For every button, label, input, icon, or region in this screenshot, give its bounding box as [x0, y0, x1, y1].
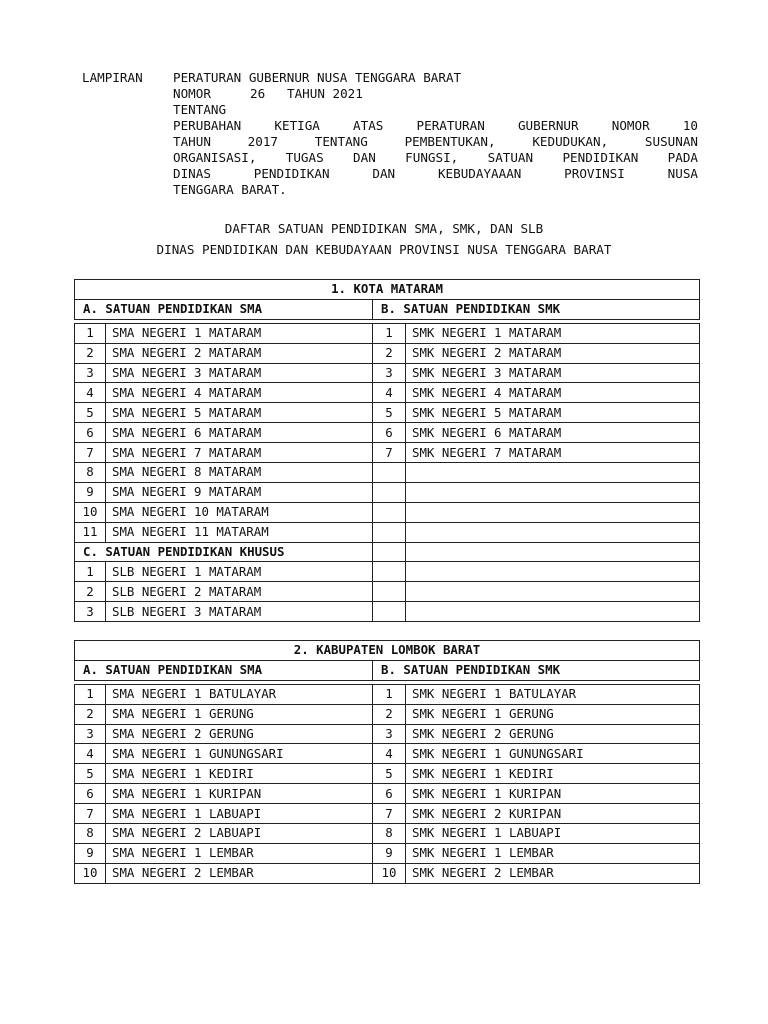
column-header-row: [75, 299, 700, 319]
sma-number: 1: [75, 684, 106, 704]
smk-name: SMK NEGERI 1 BATULAYAR: [406, 684, 700, 704]
table-row: [75, 343, 700, 363]
empty-cell: [373, 542, 406, 562]
slb-number: 1: [75, 562, 106, 582]
smk-number: [373, 482, 406, 502]
slb-name: SLB NEGERI 1 MATARAM: [106, 562, 373, 582]
peraturan-title: PERATURAN GUBERNUR NUSA TENGGARA BARAT: [173, 70, 462, 85]
smk-name: SMK NEGERI 5 MATARAM: [406, 403, 700, 423]
sma-name: SMA NEGERI 10 MATARAM: [106, 502, 373, 522]
sma-name: SMA NEGERI 3 MATARAM: [106, 363, 373, 383]
table-row: [75, 482, 700, 502]
table-row: [75, 323, 700, 343]
sma-name: SMA NEGERI 8 MATARAM: [106, 463, 373, 483]
smk-name: SMK NEGERI 6 MATARAM: [406, 423, 700, 443]
empty-cell: [373, 562, 406, 582]
smk-number: 6: [373, 784, 406, 804]
empty-cell: [406, 562, 700, 582]
sma-name: SMA NEGERI 1 LEMBAR: [106, 843, 373, 863]
sma-name: SMA NEGERI 9 MATARAM: [106, 482, 373, 502]
section-title-row: [75, 280, 700, 300]
sma-number: 10: [75, 502, 106, 522]
sma-name: SMA NEGERI 1 GERUNG: [106, 704, 373, 724]
section-title: 2. KABUPATEN LOMBOK BARAT: [75, 641, 700, 661]
smk-number: 4: [373, 383, 406, 403]
sma-number: 2: [75, 343, 106, 363]
table-row: [75, 522, 700, 542]
sma-number: 6: [75, 784, 106, 804]
smk-number: 9: [373, 843, 406, 863]
smk-header: B. SATUAN PENDIDIKAN SMK: [373, 660, 700, 680]
empty-cell: [406, 602, 700, 622]
table-row: [75, 383, 700, 403]
kota-mataram-table: [74, 279, 700, 622]
smk-number: 6: [373, 423, 406, 443]
table-row: [75, 804, 700, 824]
sma-name: SMA NEGERI 2 GERUNG: [106, 724, 373, 744]
sma-name: SMA NEGERI 5 MATARAM: [106, 403, 373, 423]
perubahan-line: PERUBAHAN KETIGA ATAS PERATURAN GUBERNUR NOMOR 10: [173, 118, 698, 133]
sma-number: 8: [75, 824, 106, 844]
empty-cell: [373, 582, 406, 602]
empty-cell: [406, 582, 700, 602]
sma-number: 4: [75, 383, 106, 403]
smk-number: 1: [373, 323, 406, 343]
smk-name: [406, 502, 700, 522]
smk-name: [406, 522, 700, 542]
smk-number: 2: [373, 704, 406, 724]
sma-number: 9: [75, 843, 106, 863]
sma-header: A. SATUAN PENDIDIKAN SMA: [75, 299, 373, 319]
smk-number: 3: [373, 724, 406, 744]
perubahan-line: TAHUN 2017 TENTANG PEMBENTUKAN, KEDUDUKAN, SUSUNAN: [173, 134, 698, 149]
smk-number: [373, 522, 406, 542]
smk-name: SMK NEGERI 3 MATARAM: [406, 363, 700, 383]
smk-name: SMK NEGERI 1 KURIPAN: [406, 784, 700, 804]
smk-number: [373, 502, 406, 522]
smk-number: 1: [373, 684, 406, 704]
tentang-label: TENTANG: [173, 102, 227, 117]
smk-name: SMK NEGERI 1 LEMBAR: [406, 843, 700, 863]
smk-number: 8: [373, 824, 406, 844]
lampiran-header: [82, 70, 698, 198]
sma-number: 10: [75, 863, 106, 883]
sma-name: SMA NEGERI 6 MATARAM: [106, 423, 373, 443]
smk-name: SMK NEGERI 2 MATARAM: [406, 343, 700, 363]
sma-number: 3: [75, 724, 106, 744]
sma-name: SMA NEGERI 2 LEMBAR: [106, 863, 373, 883]
table-row: [75, 704, 700, 724]
smk-name: SMK NEGERI 1 KEDIRI: [406, 764, 700, 784]
smk-name: SMK NEGERI 2 KURIPAN: [406, 804, 700, 824]
smk-name: [406, 482, 700, 502]
nomor-line: [173, 86, 698, 102]
smk-number: 7: [373, 443, 406, 463]
table-row: [75, 684, 700, 704]
table-row: [75, 443, 700, 463]
sma-number: 5: [75, 764, 106, 784]
smk-number: 4: [373, 744, 406, 764]
perubahan-text: [173, 118, 698, 198]
empty-cell: [406, 542, 700, 562]
sma-number: 1: [75, 323, 106, 343]
sma-number: 4: [75, 744, 106, 764]
smk-name: SMK NEGERI 7 MATARAM: [406, 443, 700, 463]
table-row: [75, 863, 700, 883]
sma-header: A. SATUAN PENDIDIKAN SMA: [75, 660, 373, 680]
sma-name: SMA NEGERI 1 GUNUNGSARI: [106, 744, 373, 764]
table-row: [75, 744, 700, 764]
sma-name: SMA NEGERI 11 MATARAM: [106, 522, 373, 542]
smk-number: 7: [373, 804, 406, 824]
perubahan-line: TENGGARA BARAT.: [173, 182, 287, 197]
sma-name: SMA NEGERI 1 MATARAM: [106, 323, 373, 343]
table-row: [75, 764, 700, 784]
slb-number: 3: [75, 602, 106, 622]
section-title-row: [75, 641, 700, 661]
table-row: [75, 582, 700, 602]
smk-name: SMK NEGERI 2 GERUNG: [406, 724, 700, 744]
sma-name: SMA NEGERI 1 KEDIRI: [106, 764, 373, 784]
sma-number: 7: [75, 443, 106, 463]
smk-name: SMK NEGERI 1 MATARAM: [406, 323, 700, 343]
sma-name: SMA NEGERI 1 LABUAPI: [106, 804, 373, 824]
sma-number: 11: [75, 522, 106, 542]
smk-name: SMK NEGERI 1 GUNUNGSARI: [406, 744, 700, 764]
perubahan-line: ORGANISASI, TUGAS DAN FUNGSI, SATUAN PENDIDIKAN PADA: [173, 150, 698, 165]
table-row: [75, 843, 700, 863]
sma-name: SMA NEGERI 1 BATULAYAR: [106, 684, 373, 704]
table-row: [75, 423, 700, 443]
slb-header: C. SATUAN PENDIDIKAN KHUSUS: [75, 542, 373, 562]
smk-name: SMK NEGERI 2 LEMBAR: [406, 863, 700, 883]
sma-number: 7: [75, 804, 106, 824]
sma-number: 6: [75, 423, 106, 443]
smk-number: 2: [373, 343, 406, 363]
smk-number: 10: [373, 863, 406, 883]
smk-number: 3: [373, 363, 406, 383]
table-row: [75, 562, 700, 582]
sma-name: SMA NEGERI 2 MATARAM: [106, 343, 373, 363]
lombok-barat-table: [74, 640, 700, 884]
table-row: [75, 463, 700, 483]
sma-number: 2: [75, 704, 106, 724]
table-row: [75, 363, 700, 383]
slb-number: 2: [75, 582, 106, 602]
smk-number: [373, 463, 406, 483]
document-subtitle: DINAS PENDIDIKAN DAN KEBUDAYAAN PROVINSI NUSA TENGGARA BARAT: [156, 242, 612, 257]
table-row: [75, 502, 700, 522]
slb-name: SLB NEGERI 3 MATARAM: [106, 602, 373, 622]
lampiran-label: LAMPIRAN: [82, 70, 143, 85]
sma-number: 9: [75, 482, 106, 502]
smk-name: [406, 463, 700, 483]
table-row: [75, 824, 700, 844]
sma-name: SMA NEGERI 2 LABUAPI: [106, 824, 373, 844]
section-title: 1. KOTA MATARAM: [75, 280, 700, 300]
slb-header-row: [75, 542, 700, 562]
table-row: [75, 784, 700, 804]
column-header-row: [75, 660, 700, 680]
empty-cell: [373, 602, 406, 622]
sma-name: SMA NEGERI 4 MATARAM: [106, 383, 373, 403]
smk-header: B. SATUAN PENDIDIKAN SMK: [373, 299, 700, 319]
perubahan-line: DINAS PENDIDIKAN DAN KEBUDAYAAAN PROVINSI NUSA: [173, 166, 698, 181]
sma-number: 3: [75, 363, 106, 383]
smk-number: 5: [373, 764, 406, 784]
document-title: DAFTAR SATUAN PENDIDIKAN SMA, SMK, DAN SLB: [224, 221, 544, 236]
tahun-label: TAHUN 2021: [287, 86, 363, 101]
smk-name: SMK NEGERI 4 MATARAM: [406, 383, 700, 403]
sma-name: SMA NEGERI 1 KURIPAN: [106, 784, 373, 804]
nomor-value: 26: [250, 86, 266, 101]
smk-name: SMK NEGERI 1 LABUAPI: [406, 824, 700, 844]
table-row: [75, 724, 700, 744]
sma-number: 5: [75, 403, 106, 423]
smk-number: 5: [373, 403, 406, 423]
sma-number: 8: [75, 463, 106, 483]
smk-name: SMK NEGERI 1 GERUNG: [406, 704, 700, 724]
nomor-label: NOMOR: [173, 86, 211, 101]
table-row: [75, 403, 700, 423]
table-row: [75, 602, 700, 622]
slb-name: SLB NEGERI 2 MATARAM: [106, 582, 373, 602]
sma-name: SMA NEGERI 7 MATARAM: [106, 443, 373, 463]
